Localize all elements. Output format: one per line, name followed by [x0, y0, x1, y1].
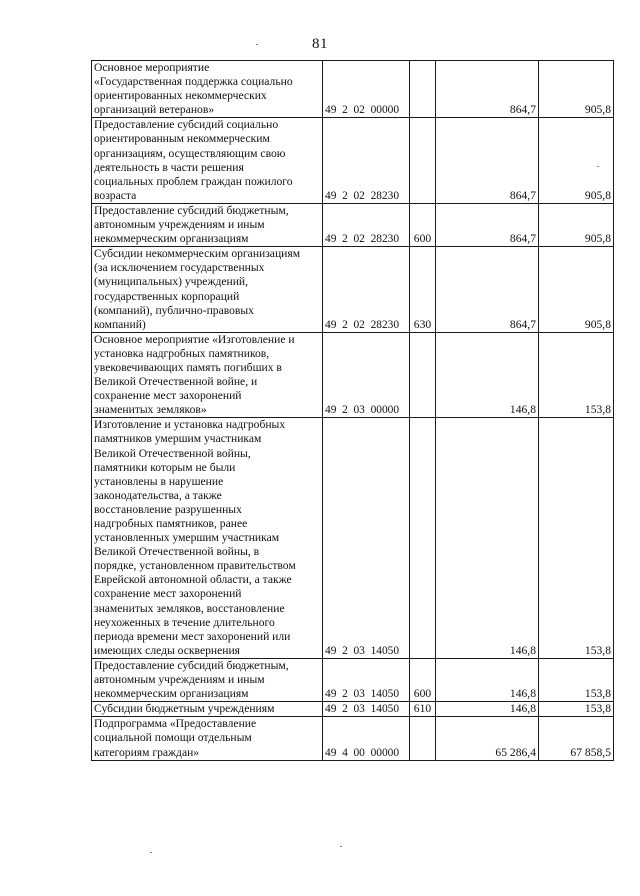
table-row [92, 717, 614, 760]
budget-table-body [92, 61, 614, 761]
row-name: Предоставление субсидий бюджетным, автономным учреждениям и иным некоммерческим организациям [92, 203, 323, 246]
row-value-2: 153,8 [539, 702, 614, 717]
scan-speck [597, 166, 599, 167]
row-name: Основное мероприятие «Изготовление и установка надгробных памятников, увековечивающих память погибших в Великой Отечественной войне, и сохранение мест захоронений знаменитых земляков» [92, 332, 323, 418]
budget-table [91, 60, 614, 761]
row-code: 49 2 02 00000 [323, 61, 410, 118]
row-value-1: 864,7 [436, 61, 539, 118]
row-value-1: 146,8 [436, 418, 539, 659]
row-expense-type [410, 717, 436, 760]
row-value-2: 905,8 [539, 61, 614, 118]
row-value-1: 864,7 [436, 118, 539, 204]
row-value-2: 153,8 [539, 658, 614, 701]
row-expense-type [410, 332, 436, 418]
row-name: Основное мероприятие «Государственная поддержка социально ориентированных некоммерческих организаций ветеранов» [92, 61, 323, 118]
row-expense-type: 600 [410, 658, 436, 701]
row-code: 49 2 03 14050 [323, 418, 410, 659]
row-expense-type: 610 [410, 702, 436, 717]
table-row [92, 203, 614, 246]
scan-speck [340, 846, 342, 847]
table-row [92, 61, 614, 118]
table-row [92, 332, 614, 418]
row-code: 49 2 02 28230 [323, 203, 410, 246]
row-name: Предоставление субсидий социально ориентированным некоммерческим организациям, осуществляющим свою деятельность в части решения социальных проблем граждан пожилого возраста [92, 118, 323, 204]
row-code: 49 2 03 14050 [323, 658, 410, 701]
row-value-2: 67 858,5 [539, 717, 614, 760]
row-code: 49 2 03 14050 [323, 702, 410, 717]
row-value-1: 864,7 [436, 247, 539, 333]
row-name: Изготовление и установка надгробных памятников умершим участникам Великой Отечественной войны, памятники которым не были установлены в нарушение законодательства, а также восстановление разрушенных надгробных памятников, ранее установленных умершим участникам Великой Отечественной войны, в порядке, установленном правительством Еврейской автономной области, а также сохранение мест захоронений знаменитых земляков, восстановление неухоженных в течение длительного периода времени мест захоронений или имеющих следы осквернения [92, 418, 323, 659]
table-row [92, 702, 614, 717]
table-row [92, 118, 614, 204]
row-value-2: 905,8 [539, 203, 614, 246]
row-name: Подпрограмма «Предоставление социальной помощи отдельным категориям граждан» [92, 717, 323, 760]
row-expense-type [410, 418, 436, 659]
table-row [92, 418, 614, 659]
row-code: 49 4 00 00000 [323, 717, 410, 760]
row-expense-type: 630 [410, 247, 436, 333]
row-value-1: 864,7 [436, 203, 539, 246]
row-value-2: 153,8 [539, 332, 614, 418]
scan-speck [256, 44, 258, 45]
row-code: 49 2 03 00000 [323, 332, 410, 418]
table-row [92, 247, 614, 333]
row-expense-type [410, 118, 436, 204]
row-name: Предоставление субсидий бюджетным, автономным учреждениям и иным некоммерческим организациям [92, 658, 323, 701]
row-value-2: 905,8 [539, 118, 614, 204]
row-value-1: 65 286,4 [436, 717, 539, 760]
row-value-1: 146,8 [436, 332, 539, 418]
page-number: 81 [312, 36, 328, 52]
row-name: Субсидии некоммерческим организациям (за исключением государственных (муниципальных) учреждений, государственных корпораций (компаний), публично-правовых компаний) [92, 247, 323, 333]
row-expense-type: 600 [410, 203, 436, 246]
row-value-1: 146,8 [436, 658, 539, 701]
row-code: 49 2 02 28230 [323, 118, 410, 204]
row-expense-type [410, 61, 436, 118]
row-code: 49 2 02 28230 [323, 247, 410, 333]
row-value-1: 146,8 [436, 702, 539, 717]
scan-speck [150, 852, 152, 853]
table-row [92, 658, 614, 701]
row-value-2: 905,8 [539, 247, 614, 333]
row-value-2: 153,8 [539, 418, 614, 659]
row-name: Субсидии бюджетным учреждениям [92, 702, 323, 717]
